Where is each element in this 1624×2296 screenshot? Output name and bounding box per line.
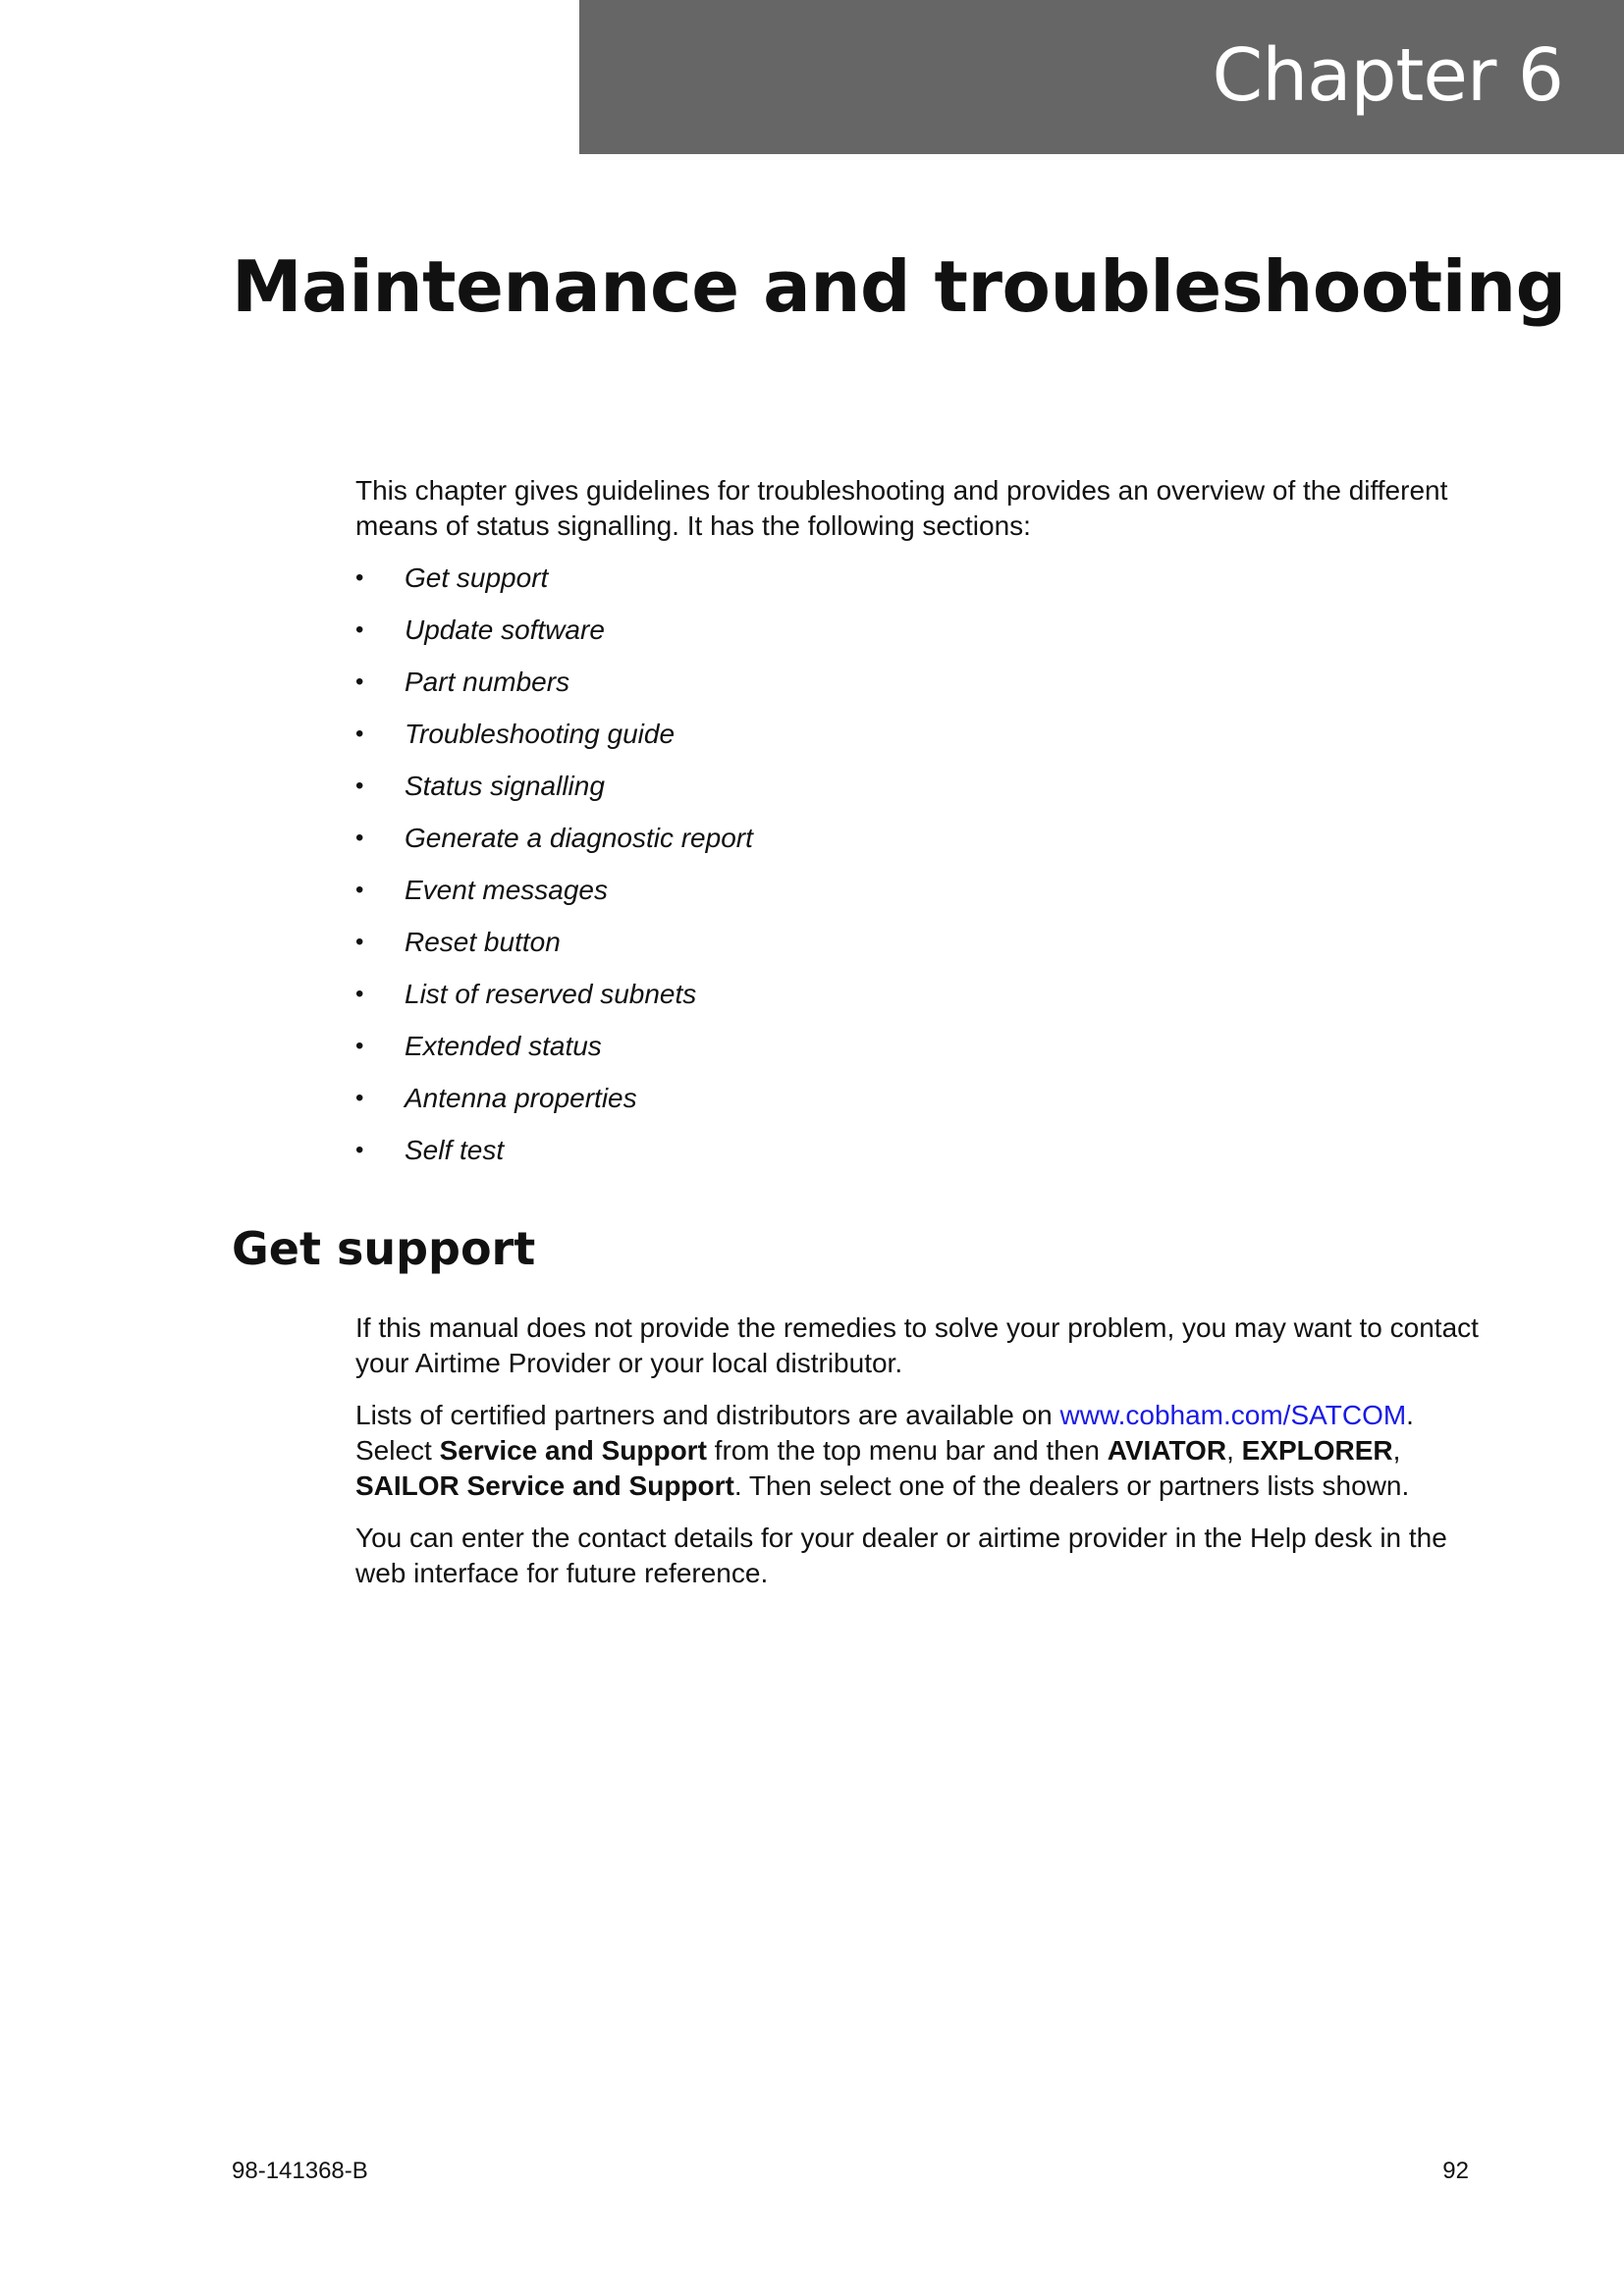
service-support-label: Service and Support — [439, 1435, 707, 1466]
bullet-icon: • — [355, 1085, 364, 1111]
bullet-icon: • — [355, 773, 364, 799]
text-run: . Then select one of the dealers or partners lists shown. — [733, 1470, 1410, 1501]
explorer-label: EXPLORER — [1241, 1435, 1393, 1466]
section-link[interactable]: Generate a diagnostic report — [405, 823, 753, 853]
section-list-item[interactable] — [355, 976, 753, 1028]
section-list-item[interactable] — [355, 1028, 753, 1080]
intro-paragraph: This chapter gives guidelines for troubleshooting and provides an overview of the different means of status signalling. It has the following sections: — [355, 475, 1448, 541]
section-link[interactable]: Status signalling — [405, 771, 605, 801]
page-number: 92 — [1442, 2158, 1469, 2184]
text-run: Lists of certified partners and distributors are available on — [355, 1400, 1060, 1430]
bullet-icon: • — [355, 981, 364, 1007]
text-run: . Select — [355, 1400, 1414, 1466]
section-heading-get-support: Get support — [232, 1222, 536, 1275]
section-list-item[interactable] — [355, 872, 753, 924]
section-list-item[interactable] — [355, 820, 753, 872]
section-list-item[interactable] — [355, 560, 753, 612]
bullet-icon: • — [355, 616, 364, 643]
section-link[interactable]: Self test — [405, 1135, 505, 1165]
page-title: Maintenance and troubleshooting — [232, 245, 1566, 328]
section-link[interactable]: Part numbers — [405, 667, 570, 697]
section-link[interactable]: Update software — [405, 614, 605, 645]
section-link[interactable]: Troubleshooting guide — [405, 719, 676, 749]
bullet-icon: • — [355, 825, 364, 851]
section-list-item[interactable] — [355, 1080, 753, 1132]
get-support-paragraph-1: If this manual does not provide the remedies to solve your problem, you may want to contact your Airtime Provider or your local distributor. — [355, 1312, 1479, 1378]
section-list-item[interactable] — [355, 1132, 753, 1184]
bullet-icon: • — [355, 1033, 364, 1059]
section-link[interactable]: Reset button — [405, 927, 561, 957]
section-list-item[interactable] — [355, 716, 753, 768]
section-link[interactable]: List of reserved subnets — [405, 979, 697, 1009]
bullet-icon: • — [355, 668, 364, 695]
get-support-paragraph-3: You can enter the contact details for your dealer or airtime provider in the Help desk in the web interface for future reference. — [355, 1522, 1447, 1588]
section-list-item[interactable] — [355, 768, 753, 820]
section-link[interactable]: Event messages — [405, 875, 608, 905]
sailor-service-support-label: SAILOR Service and Support — [355, 1470, 734, 1501]
get-support-paragraph-2 — [355, 1398, 1485, 1504]
section-link[interactable]: Extended status — [405, 1031, 602, 1061]
bullet-icon: • — [355, 877, 364, 903]
chapter-label: Chapter 6 — [1212, 33, 1563, 118]
text-run: , — [1226, 1435, 1242, 1466]
bullet-icon: • — [355, 564, 364, 591]
section-list-item[interactable] — [355, 664, 753, 716]
bullet-icon: • — [355, 929, 364, 955]
bullet-icon: • — [355, 721, 364, 747]
aviator-label: AVIATOR — [1107, 1435, 1227, 1466]
section-list-item[interactable] — [355, 924, 753, 976]
cobham-satcom-link[interactable]: www.cobham.com/SATCOM — [1059, 1400, 1407, 1430]
document-number: 98-141368-B — [232, 2158, 368, 2184]
section-link[interactable]: Get support — [405, 562, 549, 593]
section-link[interactable]: Antenna properties — [405, 1083, 637, 1113]
section-list-item[interactable] — [355, 612, 753, 664]
section-list — [355, 560, 753, 1184]
text-run: , — [1392, 1435, 1401, 1466]
bullet-icon: • — [355, 1137, 364, 1163]
chapter-tab — [579, 0, 1624, 154]
text-run: from the top menu bar and then — [706, 1435, 1108, 1466]
